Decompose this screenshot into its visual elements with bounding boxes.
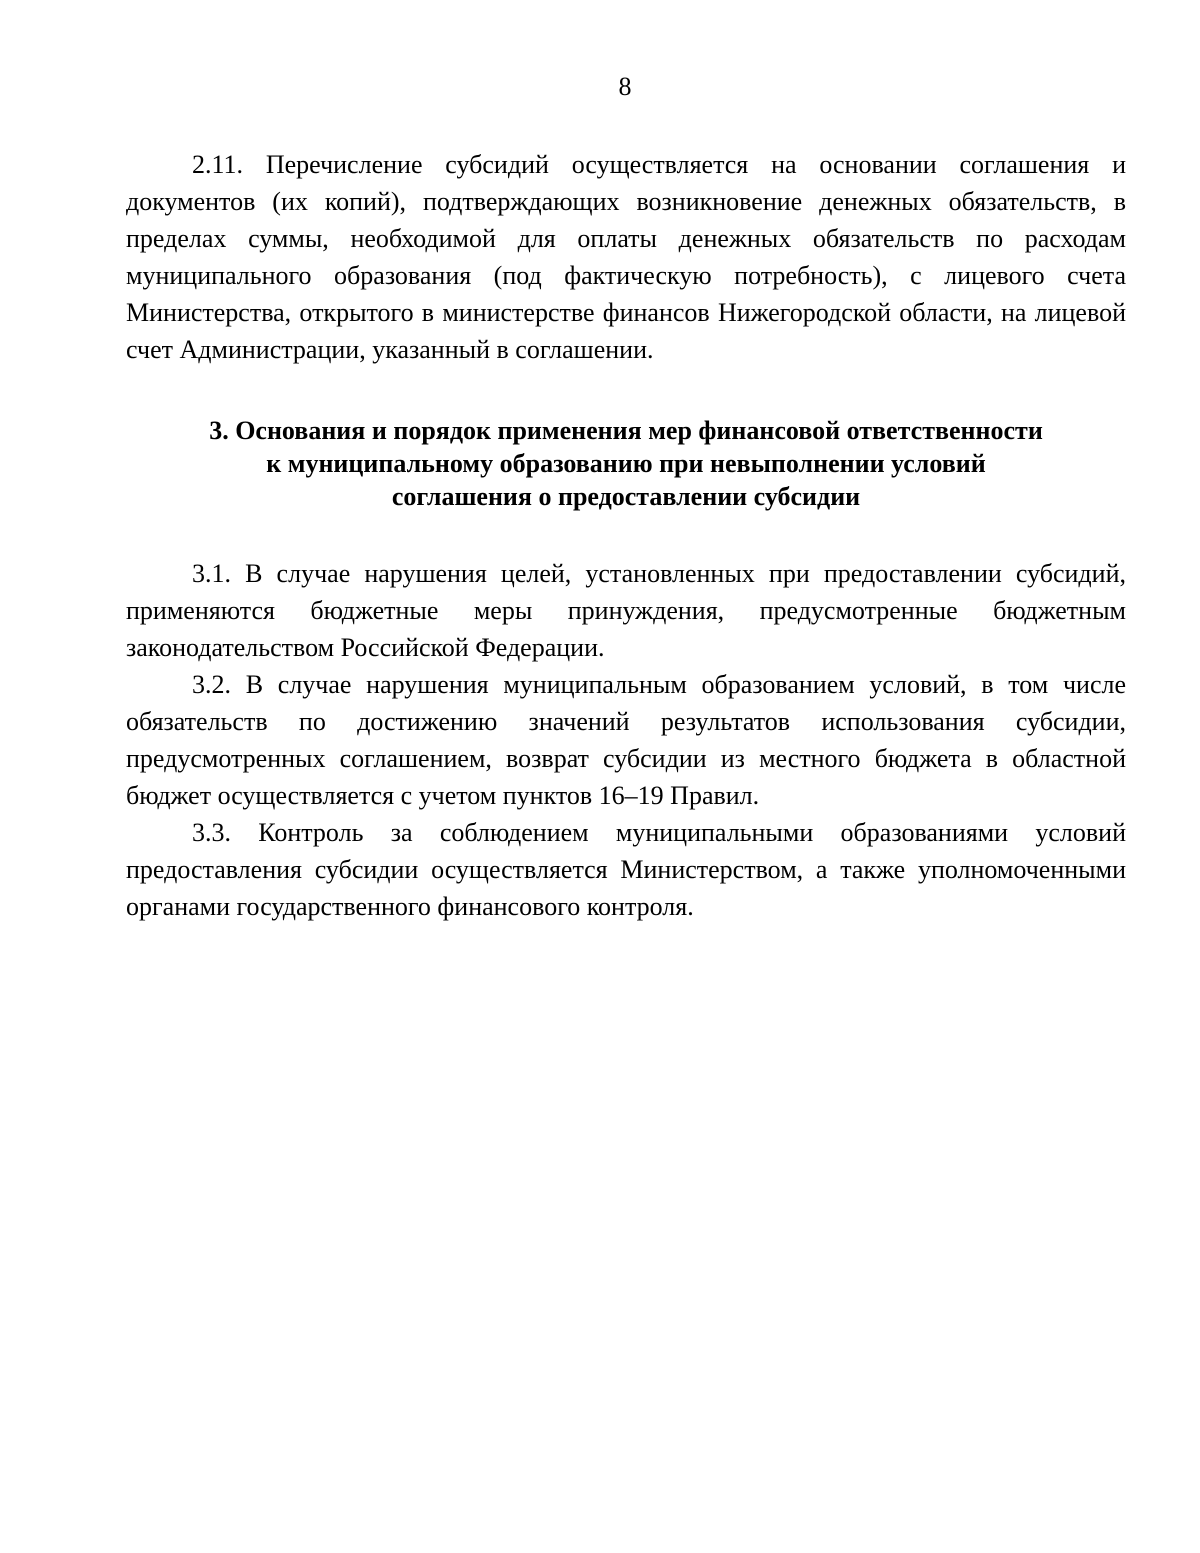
section-3-heading-line-1: 3. Основания и порядок применения мер финансовой ответственности	[209, 416, 1043, 445]
page-number: 8	[618, 72, 632, 101]
paragraph-3-1: 3.1. В случае нарушения целей, установленных при предоставлении субсидий, применяются бюджетные меры принуждения, предусмотренные бюджетным законодательством Российской Федерации.	[126, 559, 1126, 662]
section-3-heading	[126, 414, 1126, 513]
section-3-heading-line-3: соглашения о предоставлении субсидии	[391, 482, 861, 511]
paragraph-3-2: 3.2. В случае нарушения муниципальным образованием условий, в том числе обязательств по достижению значений результатов использования субсидии, предусмотренных соглашением, возврат субсидии из местного бюджета в областной бюджет осуществляется с учетом пунктов 16–19 Правил.	[126, 670, 1126, 810]
document-body	[126, 146, 1126, 925]
paragraph-2-11: 2.11. Перечисление субсидий осуществляется на основании соглашения и документов (их копий), подтверждающих возникновение денежных обязательств, в пределах суммы, необходимой для оплаты денежных обязательств по расходам муниципального образования (под фактическую потребность), с лицевого счета Министерства, открытого в министерстве финансов Нижегородской области, на лицевой счет Администрации, указанный в соглашении.	[126, 150, 1126, 364]
paragraph-3-3: 3.3. Контроль за соблюдением муниципальными образованиями условий предоставления субсидии осуществляется Министерством, а также уполномоченными органами государственного финансового контроля.	[126, 818, 1126, 921]
section-3-heading-line-2: к муниципальному образованию при невыполнении условий	[266, 449, 986, 478]
